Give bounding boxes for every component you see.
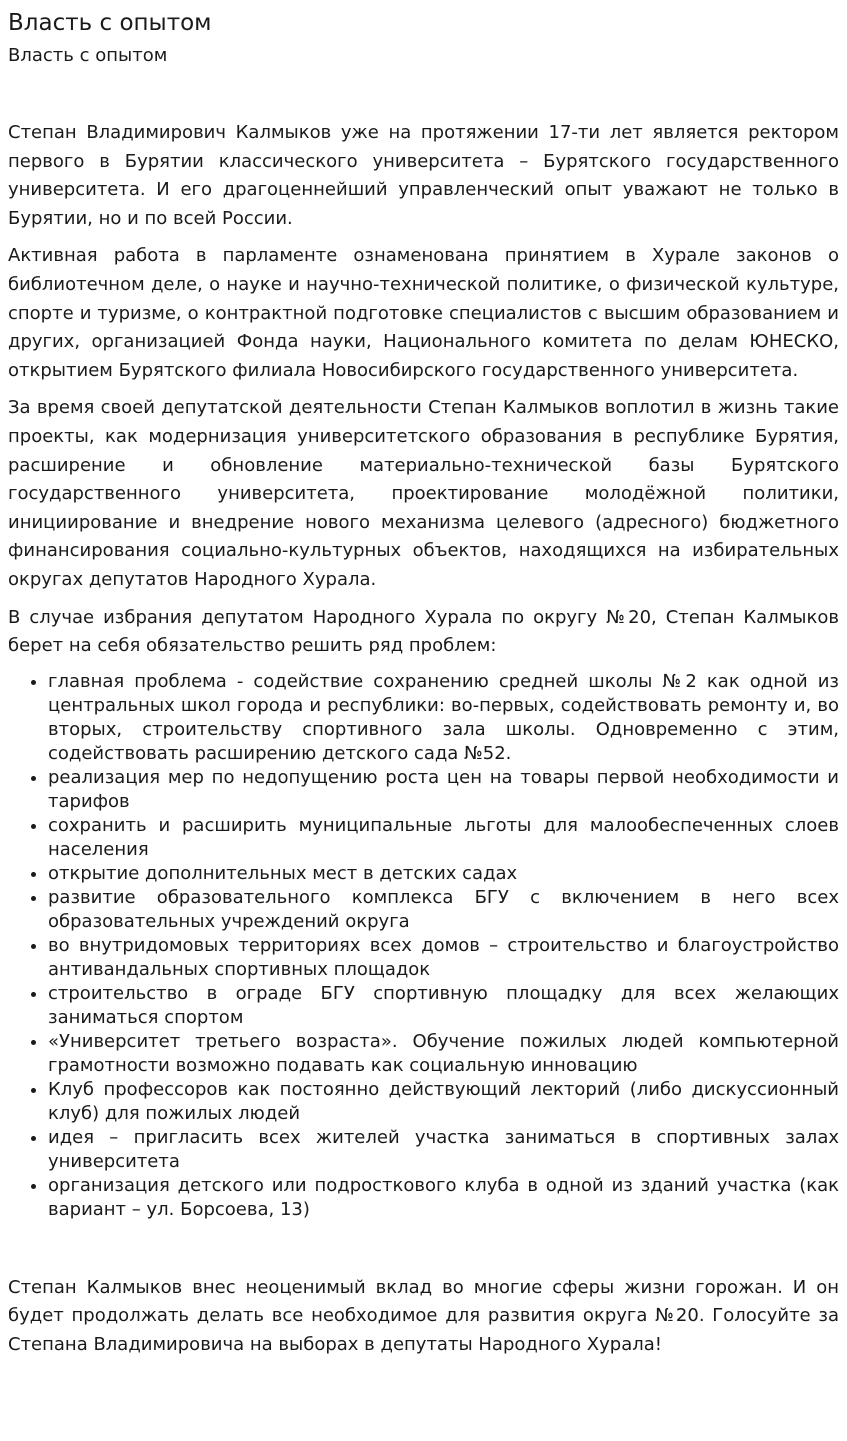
projects-paragraph: За время своей депутатской деятельности Степан Калмыков воплотил в жизнь такие проекты, как модернизация университетского образования в республике Бурятия, расширение и обновление материально-технической базы Бурятского государственного университета, проектирование молодёжной политики, инициирование и внедрение нового механизма целевого (адресного) бюджетного финансирования социально-культурных объектов, находящихся на избирательных округах депутатов Народного Хурала. <box>8 397 839 590</box>
section-spacer <box>8 1222 839 1274</box>
list-item: • идея – пригласить всех жителей участка заниматься в спортивных залах университета <box>48 1126 839 1174</box>
page-subtitle: Власть с опытом <box>8 45 168 66</box>
list-item: • развитие образовательного комплекса БГУ с включением в него всех образовательных учреждений округа <box>48 886 839 934</box>
list-item: • реализация мер по недопущению роста цен на товары первой необходимости и тарифов <box>48 766 839 814</box>
list-item: • сохранить и расширить муниципальные льготы для малообеспеченных слоев населения <box>48 814 839 862</box>
intro-paragraph: Степан Владимирович Калмыков уже на протяжении 17-ти лет является ректором первого в Бурятии классического университета – Бурятского государственного университета. И его драгоценнейший управленческий опыт уважают не только в Бурятии, но и по всей России. <box>8 122 839 229</box>
list-item: • организация детского или подросткового клуба в одной из зданий участка (как вариант – ул. Борсоева, 13) <box>48 1174 839 1222</box>
list-item: • открытие дополнительных мест в детских садах <box>48 862 839 886</box>
list-item: • «Университет третьего возраста». Обучение пожилых людей компьютерной грамотности возможно подавать как социальную инновацию <box>48 1030 839 1078</box>
closing-paragraph: Степан Калмыков внес неоценимый вклад во многие сферы жизни горожан. И он будет продолжать делать все необходимое для развития округа №20. Голосуйте за Степана Владимировича на выборах в депутаты Народного Хурала! <box>8 1276 839 1355</box>
page-title: Власть с опытом <box>8 10 212 36</box>
list-item: • Клуб профессоров как постоянно действующий лекторий (либо дискуссионный клуб) для пожилых людей <box>48 1078 839 1126</box>
obligations-paragraph: В случае избрания депутатом Народного Хурала по округу №20, Степан Калмыков берет на себя обязательство решить ряд проблем: <box>8 606 839 657</box>
list-item: • во внутридомовых территориях всех домов – строительство и благоустройство антивандальных спортивных площадок <box>48 934 839 982</box>
parliament-paragraph: Активная работа в парламенте ознаменована принятием в Хурале законов о библиотечном деле, о науке и научно-технической политике, о физической культуре, спорте и туризме, о контрактной подготовке специалистов с высшим образованием и других, организацией Фонда науки, Национального комитета по делам ЮНЕСКО, открытием Бурятского филиала Новосибирского государственного университета. <box>8 245 839 381</box>
problems-list <box>8 670 839 1222</box>
article-body <box>8 119 839 1359</box>
list-item: • строительство в ограде БГУ спортивную площадку для всех желающих заниматься спортом <box>48 982 839 1030</box>
list-item: • главная проблема - содействие сохранению средней школы №2 как одной из центральных школ города и республики: во-первых, содействовать ремонту и, во вторых, строительству спортивного зала школы. Одновременно с этим, содействовать расширению детского сада №52. <box>48 670 839 766</box>
